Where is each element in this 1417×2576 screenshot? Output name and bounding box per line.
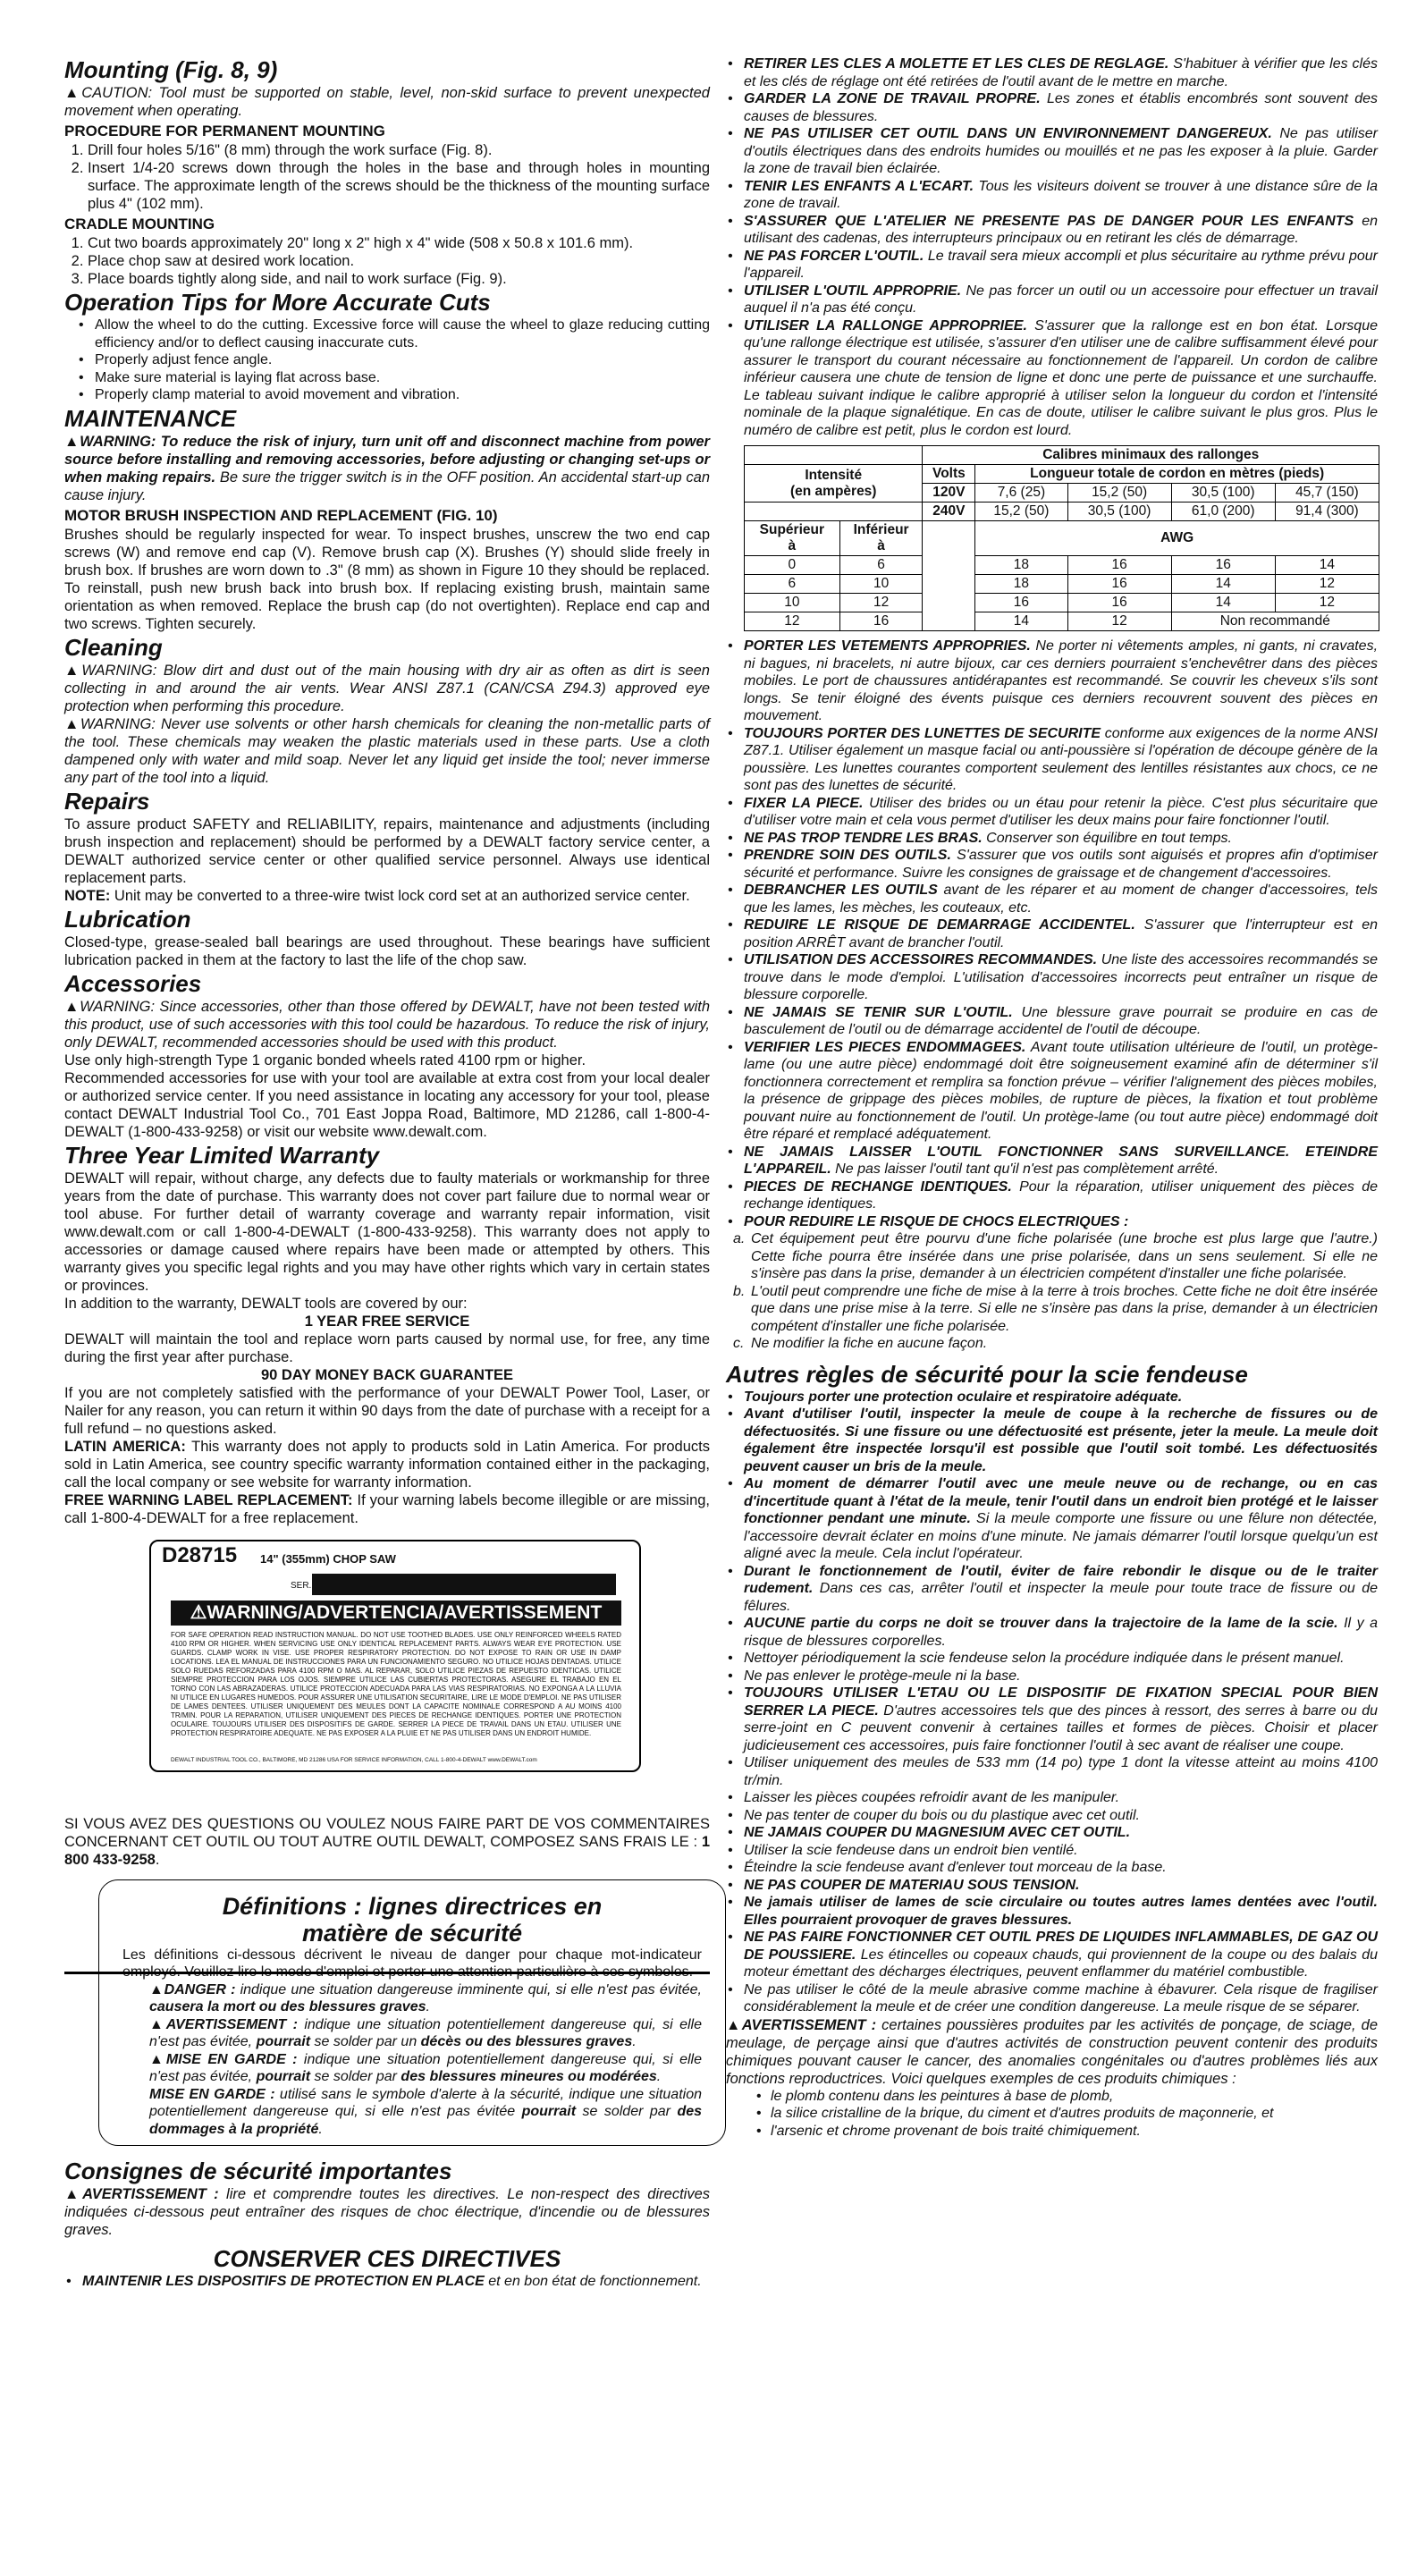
mise1-text-b: pourrait (256, 2069, 311, 2084)
list-item-text: Les étincelles ou copeaux chauds, qui proviennent de la coupe ou des balais du moteur émettant des décharges électriques, peuvent enflammer du matériel combustible. (744, 1947, 1378, 1980)
table-cell: 10 (839, 575, 923, 594)
definition-mise-en-garde-1 (122, 2051, 702, 2086)
table-cell: 30,5 (100) (1171, 484, 1275, 503)
avert-text-d: décès ou des blessures graves (420, 2034, 633, 2049)
consignes-heading: Consignes de sécurité importantes (64, 2158, 452, 2184)
cleaning-warning-1-text: WARNING: Blow dirt and dust out of the main housing with dry air as often as dirt is seen collecting in and around the air vents. Wear ANSI Z87.1 (CAN/CSA Z94.3) approved eye protection when performing this procedure. (64, 662, 710, 714)
table-cell: 14 (975, 612, 1067, 631)
list-item-text: en utilisant des cadenas, des interrupteurs principaux ou en retirant les clés de démarrage. (744, 213, 1378, 246)
list-item-letter: c. (733, 1336, 745, 1351)
list-item (733, 1283, 1378, 1336)
list-item-text: Laisser les pièces coupées refroidir avant de les manipuler. (744, 1790, 1120, 1805)
accessories-p1: Use only high-strength Type 1 organic bonded wheels rated 4100 rpm or higher. (64, 1052, 586, 1068)
list-item-text: Tous les visiteurs doivent se trouver à une distance sûre de la zone de travail. (744, 178, 1378, 211)
latin-america-body: This warranty does not apply to products sold in Latin America. For products sold in Latin America, see country specific warranty information contained either in the packaging, call the local company or see website for warranty information. (64, 1438, 710, 1491)
list-item (744, 1475, 1378, 1563)
list-item-bold: TOUJOURS PORTER DES LUNETTES DE SECURITE (744, 725, 1101, 741)
table-cell: 61,0 (200) (1171, 503, 1275, 521)
warning-label-image (149, 1540, 641, 1772)
table-cell: 6 (839, 556, 923, 575)
list-item (744, 1877, 1378, 1895)
list-item-bold: NE JAMAIS LAISSER L'OUTIL FONCTIONNER SANS SURVEILLANCE. ETEINDRE L'APPAREIL. (744, 1144, 1378, 1177)
label-saw: 14" (355mm) CHOP SAW (260, 1551, 396, 1566)
maintenance-warning-bold: WARNING: To reduce the risk of injury, turn unit off and disconnect machine from power source before installing and removing accessories, before adjusting or changing set-ups or when making repairs. (64, 433, 710, 486)
accessories-warning-text: WARNING: Since accessories, other than those offered by DEWALT, have not been tested with this product, use of such accessories with this tool could be hazardous. To reduce the risk of injury, only DEWALT, recommended accessories should be used with this product. (64, 998, 710, 1051)
table-empty-cell (923, 521, 975, 631)
electric-shock-list (726, 1230, 1378, 1353)
warning-triangle-icon: ▲ (64, 2186, 83, 2202)
operation-tips-list (64, 317, 710, 404)
list-item-bold: NE PAS UTILISER CET OUTIL DANS UN ENVIRONNEMENT DANGEREUX. (744, 126, 1272, 141)
table-inferieur-1: Inférieur (853, 522, 909, 537)
list-item-text: Utiliser la scie fendeuse dans un endroit bien ventilé. (744, 1842, 1078, 1858)
accessories-p2: Recommended accessories for use with your tool are available at extra cost from your local dealer or authorized service center. If you need assistance in locating any accessory for your tool, please contact DEWALT Industrial Tool Co., 701 East Joppa Road, Baltimore, MD 21286, call 1-800-4-DEWALT (1-800-433-9258) or visit our website www.dewalt.com. (64, 1069, 710, 1140)
list-item-text: Conserver son équilibre en tout temps. (982, 830, 1232, 846)
table-inferieur-2: à (877, 538, 885, 553)
questions-phone: 1 800 433-9258 (64, 1833, 710, 1868)
consignes-avert-text: lire et comprendre toutes les directives. Le non-respect des directives indiquées ci-dessous peut entraîner des risques de choc électrique, d'incendie ou de blessures graves. (64, 2186, 710, 2238)
list-item-bold: Toujours porter une protection oculaire et respiratoire adéquate. (744, 1389, 1183, 1405)
list-item: 2. Insert 1/4-20 screws down through the holes in the base and through holes in mounting surface. The approximate length of the screws should be the thickness of the mounting surface plus 4" (102 mm). (88, 159, 710, 213)
accessories-heading: Accessories (64, 969, 202, 997)
list-item-bold: MAINTENIR LES DISPOSITIFS DE PROTECTION EN PLACE (82, 2274, 485, 2289)
table-superieur (745, 521, 840, 556)
mise1-text-c: se solder par (310, 2069, 401, 2084)
safety-list-b (726, 638, 1378, 1230)
autres-avert-text: certaines poussières produites par les activités de ponçage, de sciage, de meulage, de perçage ainsi que d'autres activités de construction peuvent contenir des produits chimiques pouvant causer le cancer, des anomalies congénitales ou d'autres problèmes liés aux fonctions reproductrices. Voici quelques exemples de ces produits chimiques : (726, 2016, 1378, 2087)
warning-triangle-icon: ▲ (726, 2016, 742, 2033)
mounting-caution-text: CAUTION: Tool must be supported on stable, level, non-skid surface to prevent unexpected movement when operating. (64, 85, 710, 119)
list-item-text: Avant toute utilisation ultérieure de l'outil, un protège-lame (ou une autre pièce) endommagé doit être soigneusement examiné afin de déterminer s'il fonctionnera correctement et remplira sa fonction prévue – vérifier l'alignement des pièces mobiles, la présence de grippage des pièces mobiles, de rupture de pièces, la fixation et tout problème pouvant nuire au fonctionnement de l'outil. Un protège-lame (ou tout autre pièce) endommagé doit être réparé et remplacé adéquatement. (744, 1039, 1378, 1142)
list-item: 3. Place boards tightly along side, and nail to work surface (Fig. 9). (88, 270, 710, 288)
list-item (733, 1230, 1378, 1283)
list-item (744, 1039, 1378, 1144)
avert-text-b: pourrait (256, 2034, 311, 2049)
list-item-text: Éteindre la scie fendeuse avant d'enlever tout morceau de la base. (744, 1860, 1167, 1875)
list-item-bold: GARDER LA ZONE DE TRAVAIL PROPRE. (744, 91, 1041, 106)
maintenance-heading: MAINTENANCE (64, 404, 237, 432)
list-item-text: Ne pas enlever le protège-meule ni la base. (744, 1668, 1021, 1684)
table-cell: 14 (1171, 594, 1275, 612)
spacer (64, 1772, 710, 1815)
list-item: • Make sure material is laying flat across base. (95, 369, 710, 387)
horizontal-rule (64, 1972, 710, 1974)
list-item-text: Une liste des accessoires recommandés se trouve dans le mode d'emploi. L'utilisation d'accessoires incorrects peut entraîner un risque de blessure corporelle. (744, 952, 1378, 1002)
list-item: • Properly clamp material to avoid movement and vibration. (95, 386, 710, 404)
table-cell: 14 (1171, 575, 1275, 594)
label-footer: DEWALT INDUSTRIAL TOOL CO., BALTIMORE, MD 21286 USA FOR SERVICE INFORMATION, CALL 1-800-4-DEWALT www.DEWALT.com (171, 1756, 537, 1763)
warning-triangle-icon: ▲ (64, 998, 80, 1015)
autres-warning (726, 2016, 1378, 2088)
table-not-recommended: Non recommandé (1171, 612, 1379, 631)
maintenance-warning (64, 433, 710, 504)
list-item (744, 1929, 1378, 1981)
list-item-text: Il y a risque de blessures corporelles. (744, 1616, 1379, 1649)
list-item: 1. Cut two boards approximately 20" long x 2" high x 4" wide (508 x 50.8 x 101.6 mm). (88, 234, 710, 252)
money-back-text: If you are not completely satisfied with the performance of your DEWALT Power Tool, Laser, or Nailer for any reason, you can return it within 90 days from the date of purchase with a receipt for a full refund – no questions asked. (64, 1384, 710, 1437)
autres-heading: Autres règles de sécurité pour la scie fendeuse (726, 1360, 1248, 1388)
table-cell: 15,2 (50) (975, 503, 1067, 521)
cradle-mounting-steps (64, 234, 710, 288)
safety-list-a (726, 55, 1378, 439)
table-cell: 10 (745, 594, 840, 612)
list-item: 2. Place chop saw at desired work location. (88, 252, 710, 270)
mise2-text-a: utilisé sans le symbole d'alerte à la sécurité, indique une situation potentiellement dangereuse qui, si elle n'est pas évitée (149, 2086, 702, 2119)
list-item (744, 1859, 1378, 1877)
list-item (744, 1563, 1378, 1616)
list-item (744, 1894, 1378, 1929)
list-item (744, 1824, 1378, 1842)
consignes-warning (64, 2185, 710, 2239)
list-item (744, 213, 1378, 248)
mounting-heading: Mounting (Fig. 8, 9) (64, 56, 278, 83)
warranty-heading: Three Year Limited Warranty (64, 1141, 380, 1169)
latin-america-label: LATIN AMERICA: (64, 1438, 186, 1455)
table-cell: 16 (1067, 575, 1171, 594)
autres-list (726, 1389, 1378, 2016)
list-item-bold: UTILISER LA RALLONGE APPROPRIEE. (744, 317, 1027, 334)
list-item (744, 1981, 1378, 2016)
note-label: NOTE: (64, 887, 111, 904)
list-item (744, 795, 1378, 830)
list-item-text: S'assurer que l'interrupteur est en position ARRÊT avant de brancher l'outil. (744, 917, 1378, 950)
list-item (744, 1004, 1378, 1039)
table-cell: 7,6 (25) (975, 484, 1067, 503)
warning-triangle-icon: ▲ (64, 85, 82, 101)
list-item-bold: NE PAS FAIRE FONCTIONNER CET OUTIL PRES DE LIQUIDES INFLAMMABLES, DE GAZ OU DE POUSSIERE. (744, 1930, 1378, 1963)
list-item: • l'arsenic et chrome provenant de bois traité chimiquement. (771, 2123, 1378, 2141)
avert-label: AVERTISSEMENT : (165, 2016, 298, 2032)
list-item-bold: NE PAS TROP TENDRE LES BRAS. (744, 830, 983, 846)
list-item (744, 1842, 1378, 1860)
free-label-body: If your warning labels become illegible or are missing, call 1-800-4-DEWALT for a free replacement. (64, 1491, 711, 1526)
list-item-letter: a. (733, 1231, 746, 1246)
table-cell: 16 (1171, 556, 1275, 575)
list-item-text: S'habituer à vérifier que les clés et les clés de réglage ont été retirées de l'outil avant de le mettre en marche. (744, 56, 1378, 89)
consignes-list (64, 2273, 710, 2291)
list-item-text: D'autres accessoires tels que des pinces à ressort, des serres à barre ou du serre-joint en C peuvent convenir à certaines tailles et formes de pièces. Choisir et placer judicieusement ces accessoires, puis faire fonctionner l'outil à sec avant de réaliser une coupe. (744, 1702, 1379, 1753)
mise2-text-b: pourrait (521, 2104, 577, 2119)
mise2-text-e: . (318, 2121, 323, 2137)
table-volts: Volts (923, 465, 975, 484)
table-cell: 12 (1275, 594, 1379, 612)
autres-avert-label: AVERTISSEMENT : (741, 2016, 877, 2033)
list-item-bold: PRENDRE SOIN DES OUTILS. (744, 848, 951, 863)
list-item (744, 1650, 1378, 1668)
table-120v: 120V (923, 484, 975, 503)
conserver-heading: CONSERVER CES DIRECTIVES (213, 2245, 561, 2272)
list-item (744, 1406, 1378, 1475)
list-item (744, 916, 1378, 951)
table-cell: 91,4 (300) (1275, 503, 1379, 521)
lubrication-heading: Lubrication (64, 905, 191, 933)
danger-text-b: causera la mort ou des blessures graves (149, 1999, 426, 2014)
list-item (744, 248, 1378, 283)
left-column (64, 55, 710, 2291)
cradle-mounting-heading: CRADLE MOUNTING (64, 215, 215, 232)
table-longueur: Longueur totale de cordon en mètres (pieds) (975, 465, 1379, 484)
questions-tail: . (155, 1851, 160, 1868)
repairs-note (64, 887, 710, 905)
list-item (744, 882, 1378, 916)
cleaning-warning-2-text: WARNING: Never use solvents or other harsh chemicals for cleaning the non-metallic parts of the tool. These chemicals may weaken the plastic materials used in these parts. Use a cloth dampened only with water and mild soap. Never let any liquid get inside the tool; never immerse any part of the tool into a liquid. (64, 715, 710, 786)
label-model: D28715 (162, 1542, 238, 1567)
accessories-warning (64, 998, 710, 1052)
consignes-avert-label: AVERTISSEMENT : (82, 2186, 219, 2202)
list-item-bold: UTILISATION DES ACCESSOIRES RECOMMANDES. (744, 952, 1098, 967)
questions-text (64, 1815, 710, 1869)
list-item (744, 1754, 1378, 1789)
list-item-bold: REDUIRE LE RISQUE DE DEMARRAGE ACCIDENTEL. (744, 917, 1135, 933)
list-item-letter: b. (733, 1283, 746, 1299)
table-inferieur (839, 521, 923, 556)
list-item-bold: AUCUNE partie du corps ne doit se trouver dans la trajectoire de la lame de la scie. (744, 1616, 1338, 1631)
mise1-text-d: des blessures mineures ou modérées (401, 2069, 657, 2084)
table-cell: 16 (1067, 594, 1171, 612)
cleaning-warning-1 (64, 662, 710, 715)
list-item-text: Ne pas tenter de couper du bois ou du plastique avec cet outil. (744, 1807, 1140, 1823)
list-item (744, 1213, 1378, 1231)
list-item (744, 317, 1378, 440)
table-intensite-2: (en ampères) (789, 483, 877, 499)
free-label-replacement (64, 1491, 710, 1527)
list-item (744, 90, 1378, 125)
table-superieur-2: à (788, 538, 797, 553)
warning-triangle-icon: ▲ (64, 662, 82, 679)
list-item (744, 1615, 1378, 1650)
list-item-bold: FIXER LA PIECE. (744, 795, 864, 811)
warning-triangle-icon: ▲ (149, 2016, 166, 2032)
mise1-text-e: . (656, 2069, 662, 2084)
list-item-bold: DEBRANCHER LES OUTILS (744, 883, 938, 898)
money-back-heading: 90 DAY MONEY BACK GUARANTEE (260, 1366, 514, 1383)
list-item-text: Ne modifier la fiche en aucune façon. (751, 1336, 988, 1351)
list-item-text: L'outil peut comprendre une fiche de mise à la terre à trois broches. Cette fiche ne doit être insérée que dans une prise mise à la terre. Si elle ne s'insère pas dans la prise, demander à un électricien compétent d'installer une fiche polarisée. (751, 1283, 1378, 1334)
list-item (744, 951, 1378, 1004)
warranty-p1: DEWALT will repair, without charge, any defects due to faulty materials or workmanship for three years from the date of purchase. This warranty does not cover part failure due to normal wear or tool abuse. For further detail of warranty coverage and warranty repair information, visit www.dewalt.com or call 1-800-4-DEWALT (1-800-433-9258). This warranty does not apply to accessories or damage caused where repairs have been made or attempted by others. This warranty gives you specific legal rights and you may have other rights which vary in certain states or provinces. (64, 1170, 710, 1294)
table-240v: 240V (923, 503, 975, 521)
list-item-bold: NE JAMAIS SE TENIR SUR L'OUTIL. (744, 1004, 1013, 1020)
latin-america-text (64, 1438, 710, 1491)
list-item-text: Si la meule comporte une fissure ou une fêlure non détectée, l'accessoire devrait éclater en moins d'une minute. Ne jamais démarrer l'outil lorsque quelqu'un est aligné avec la meule. Cela inclut l'opérateur. (744, 1511, 1378, 1561)
table-cell: 12 (839, 594, 923, 612)
list-item (744, 638, 1378, 725)
cleaning-heading: Cleaning (64, 633, 163, 661)
permanent-mounting-steps (64, 141, 710, 213)
table-cell: 16 (975, 594, 1067, 612)
list-item: 1. Drill four holes 5/16" (8 mm) through the work surface (Fig. 8). (88, 141, 710, 159)
table-cell: 30,5 (100) (1067, 503, 1171, 521)
cleaning-warning-2 (64, 715, 710, 787)
questions-body: SI VOUS AVEZ DES QUESTIONS OU VOULEZ NOUS FAIRE PART DE VOS COMMENTAIRES CONCERNANT CET OUTIL OU TOUT AUTRE OUTIL DEWALT, COMPOSEZ SANS FRAIS LE : (64, 1815, 710, 1850)
list-item: • le plomb contenu dans les peintures à base de plomb, (771, 2088, 1378, 2106)
list-item-text: Une blessure grave pourrait se produire en cas de basculement de l'outil ou de démarrage accidentel de l'outil de découpe. (744, 1004, 1379, 1037)
definitions-heading-1: Définitions : lignes directrices en (222, 1892, 603, 1920)
table-cell: 14 (1275, 556, 1379, 575)
list-item-text: Ne pas utiliser d'outils électriques dans des endroits humides ou mouillés et ne pas les exposer à la pluie. Garder la zone de travail bien éclairée. (744, 126, 1378, 176)
list-item (744, 830, 1378, 848)
list-item-bold: VERIFIER LES PIECES ENDOMMAGEES. (744, 1039, 1026, 1055)
free-service-text: DEWALT will maintain the tool and replace worn parts caused by normal use, for free, any time during the first year after purchase. (64, 1330, 710, 1365)
list-item (744, 1789, 1378, 1807)
table-empty-cell (745, 446, 923, 465)
list-item-bold: Durant le fonctionnement de l'outil, éviter de faire rebondir le disque ou de le traiter rudement. (744, 1563, 1378, 1596)
label-serial-box (312, 1574, 616, 1595)
table-title: Calibres minimaux des rallonges (923, 446, 1379, 465)
extension-cord-table (744, 445, 1379, 631)
maintenance-warning-rest: Be sure the trigger switch is in the OFF position. An accidental start-up can cause injury. (64, 469, 710, 503)
list-item-text: Les zones et établis encombrés sont souvent des causes de blessures. (744, 91, 1379, 124)
list-item: • Allow the wheel to do the cutting. Excessive force will cause the wheel to glaze reducing cutting efficiency and/or to deflect causing inaccurate cuts. (95, 317, 710, 351)
list-item-bold: NE JAMAIS COUPER DU MAGNESIUM AVEC CET OUTIL. (744, 1825, 1131, 1840)
list-item: • la silice cristalline de la brique, du ciment et d'autres produits de maçonnerie, et (771, 2105, 1378, 2123)
mise2-text-c: se solder par (576, 2104, 678, 2119)
list-item-text: Dans ces cas, arrêter l'outil et inspecter la meule pour toute trace de fissure ou de fêlures. (744, 1581, 1378, 1614)
list-item-text: Utiliser uniquement des meules de 533 mm (14 po) type 1 dont la vitesse atteint au moins 4100 tr/min. (744, 1755, 1378, 1788)
list-item (744, 125, 1378, 178)
table-cell: 12 (1275, 575, 1379, 594)
avert-text-a: indique une situation potentiellement dangereuse qui, si elle n'est pas évitée, (149, 2016, 703, 2049)
table-cell: 16 (1067, 556, 1171, 575)
list-item (733, 1335, 1378, 1353)
repairs-heading: Repairs (64, 787, 150, 815)
list-item (744, 283, 1378, 317)
list-item-bold: NE PAS FORCER L'OUTIL. (744, 248, 924, 264)
list-item-bold: PIECES DE RECHANGE IDENTIQUES. (744, 1178, 1012, 1195)
list-item-bold: UTILISER L'OUTIL APPROPRIE. (744, 283, 962, 299)
note-text: Unit may be converted to a three-wire twist lock cord set at an authorized service center. (110, 887, 690, 904)
list-item (744, 1685, 1378, 1754)
danger-text-a: indique une situation dangereuse imminente qui, si elle n'est pas évitée, (235, 1981, 702, 1997)
list-item (744, 847, 1378, 882)
table-cell: 0 (745, 556, 840, 575)
operation-tips-heading: Operation Tips for More Accurate Cuts (64, 289, 491, 316)
list-item-text: conforme aux exigences de la norme ANSI Z87.1. Utiliser également un masque facial ou anti-poussière si l'opération de découpe génère de la poussière. Les lunettes courantes comportent seulement des lentilles résistantes aux chocs, ce ne sont pas des lunettes de sécurité. (744, 725, 1378, 793)
table-intensite-1: Intensité (805, 467, 863, 483)
mise2-label: MISE EN GARDE : (149, 2086, 275, 2102)
table-cell: 45,7 (150) (1275, 484, 1379, 503)
list-item: • Properly adjust fence angle. (95, 351, 710, 369)
repairs-text: To assure product SAFETY and RELIABILITY, repairs, maintenance and adjustments (including brush inspection and replacement) should be performed by a DEWALT factory service center, a DEWALT authorized service center or other qualified service personnel. Always use identical replacement parts. (64, 815, 710, 886)
table-cell: 15,2 (50) (1067, 484, 1171, 503)
label-warning-band: ⚠WARNING/ADVERTENCIA/AVERTISSEMENT (171, 1600, 621, 1626)
list-item (744, 1144, 1378, 1178)
list-item-text: Pour la réparation, utiliser uniquement des pièces de rechange identiques. (744, 1178, 1379, 1212)
list-item-bold: NE PAS COUPER DE MATERIAU SOUS TENSION. (744, 1877, 1080, 1893)
brush-text: Brushes should be regularly inspected for wear. To inspect brushes, unscrew the two end cap screws (W) and remove end cap (V). Remove brush cap (X). Brushes (Y) should slide freely in brush box. If brushes are worn down to .3" (8 mm) as shown in Figure 10 they should be replaced. To reinstall, push new brush back into brush box. If replacing existing brush, maintain same orientation as when removed. Replace the brush cap (do not overtighten). Replace end cap and two screws. Tighten securely. (64, 526, 710, 632)
list-item-text: Utiliser des brides ou un étau pour retenir la pièce. C'est plus sécuritaire que d'utiliser votre main et cela vous permet d'utiliser les deux mains pour faire fonctionner l'outil. (744, 795, 1379, 828)
definitions-intro: Les définitions ci-dessous décrivent le niveau de danger pour chaque mot-indicateur (122, 1947, 702, 1963)
warning-triangle-icon: ▲ (64, 433, 80, 450)
mise2-text-d: des dommages à la propriété (149, 2104, 703, 2137)
warning-triangle-icon: ▲ (149, 2051, 166, 2067)
definition-danger (122, 1981, 702, 2016)
mounting-caution (64, 84, 710, 120)
list-item (744, 725, 1378, 795)
table-cell: 12 (745, 612, 840, 631)
list-item-bold: Au moment de démarrer l'outil avec une meule neuve ou de rechange, ou en cas d'incertitude quant à l'état de la meule, tenir l'outil dans un endroit bien protégé et le laisser fonctionner pendant une minute. (744, 1476, 1378, 1526)
definitions-box (98, 1879, 726, 2147)
list-item (744, 1389, 1378, 1406)
list-item-text: Ne pas forcer un outil ou un accessoire pour effectuer un travail auquel il n'a pas été conçu. (744, 283, 1379, 316)
warning-triangle-icon: ▲ (149, 1981, 164, 1997)
avert-text-c: se solder par un (310, 2034, 421, 2049)
list-item-bold: Ne jamais utiliser de lames de scie circulaire ou toutes autres lames dentées avec l'outil. Elles pourraient provoquer de graves blessures. (744, 1895, 1378, 1928)
table-cell: 16 (839, 612, 923, 631)
list-item (744, 1807, 1378, 1825)
list-item-bold: TOUJOURS UTILISER L'ETAU OU LE DISPOSITIF DE FIXATION SPECIAL POUR BIEN SERRER LA PIECE. (744, 1685, 1378, 1719)
list-item-bold: PORTER LES VETEMENTS APPROPRIES. (744, 638, 1031, 654)
definition-mise-en-garde-2 (122, 2086, 702, 2139)
list-item (82, 2273, 710, 2291)
mise1-text-a: indique une situation potentiellement dangereuse qui, si elle n'est pas évitée, (149, 2051, 702, 2084)
free-service-heading: 1 YEAR FREE SERVICE (304, 1313, 470, 1330)
label-serial: SER. (291, 1580, 312, 1591)
list-item-text: Ne pas utiliser le côté de la meule abrasive comme machine à ébavurer. Cela risque de fragiliser considérablement la meule et de créer une condition dangereuse. La meule risque de se séparer. (744, 1981, 1378, 2014)
list-item-text: Ne pas laisser l'outil tant qu'il n'est pas complètement arrêté. (831, 1161, 1219, 1177)
table-intensite (745, 465, 923, 503)
list-item-bold: S'ASSURER QUE L'ATELIER NE PRESENTE PAS DE DANGER POUR LES ENFANTS (744, 213, 1354, 229)
list-item-text: S'assurer que vos outils sont aiguisés et propres afin d'optimiser sécurité et performance. Suivre les consignes de graissage et de changement d'accessoires. (744, 848, 1378, 881)
list-item (744, 1668, 1378, 1685)
definition-avertissement (122, 2016, 702, 2051)
list-item-text: et en bon état de fonctionnement. (484, 2274, 702, 2289)
label-fine-print: FOR SAFE OPERATION READ INSTRUCTION MANUAL. DO NOT USE TOOTHED BLADES. USE ONLY REINFORCED WHEELS RATED 4100 RPM OR HIGHER. WHEN SERVICING USE ONLY IDENTICAL REPLACEMENT PARTS. ALWAYS WEAR EYE PROTECTION. USE GUARDS. CLAMP WORK IN VISE. USE PROPER RESPIRATORY PROTECTION. DO NOT EXPOSE TO RAIN OR USE IN DAMP LOCATIONS. LEA EL MANUAL DE INSTRUCCIONES PARA UN FUNCIONAMIENTO SEGURO. NO UTILICE HOJAS DENTADAS. UTILICE SOLO RUEDAS REFORZADAS PARA 4100 RPM O MAS. AL REPARAR, SOLO UTILICE PIEZAS DE REPUESTO IDENTICAS. UTILICE SIEMPRE PROTECCION PARA LOS OJOS. SIEMPRE UTILICE LAS CUBIERTAS PROTECTORAS. ASEGURE EL TRABAJO EN EL TORNO CON LAS ABRAZADERAS. UTILICE PROTECCION ADECUADA PARA LAS VIAS RESPIRATORIAS. NO EXPONGA A LA LLUVIA NI UTILICE EN LUGARES HUMEDOS. POUR ASSURER UNE UTILISATION SECURITAIRE, LIRE LE MODE D'EMPLOI. NE PAS UTILISER DE LAMES DENTEES. UTILISER UNIQUEMENT DES MEULES DONT LA CAPACITE NOMINALE CORRESPOND A AU MOINS 4100 TR/MIN. POUR LA REPARATION, UTILISER UNIQUEMENT DES PIECES DE RECHANGE IDENTIQUES. PORTER UNE PROTECTION OCULAIRE. TOUJOURS UTILISER DES DISPOSITIFS DE GARDE. SERRER LA PIECE DE TRAVAIL DANS UN ETAU. UTILISER UNE PROTECTION RESPIRATOIRE ADEQUATE. NE PAS EXPOSER A LA PLUIE ET NE PAS UTILISER DANS UN ENDROIT HUMIDE. (171, 1630, 621, 1737)
list-item-bold: RETIRER LES CLES A MOLETTE ET LES CLES DE REGLAGE. (744, 56, 1169, 72)
list-item-text: Cet équipement peut être pourvu d'une fiche polarisée (une broche est plus large que l'autre.) Cette fiche pourra être insérée dans une prise polarisée, dans un sens seulement. Si elle ne s'insère pas dans la prise, demander à un électricien compétent d'installer une fiche polarisée. (751, 1231, 1378, 1281)
table-cell: 6 (745, 575, 840, 594)
list-item (744, 55, 1378, 90)
list-item (744, 178, 1378, 213)
list-item-bold: TENIR LES ENFANTS A L'ECART. (744, 178, 974, 194)
lubrication-text: Closed-type, grease-sealed ball bearings are used throughout. These bearings have sufficient lubrication packed in them at the factory to last the life of the chop saw. (64, 933, 710, 968)
mise1-label: MISE EN GARDE : (165, 2051, 298, 2067)
permanent-mounting-heading: PROCEDURE FOR PERMANENT MOUNTING (64, 122, 385, 139)
table-superieur-1: Supérieur (759, 522, 825, 537)
table-awg: AWG (975, 521, 1379, 556)
list-item-text: avant de les réparer et au moment de changer d'accessoires, tels que les lames, les mèches, les couteaux, etc. (744, 883, 1379, 916)
list-item (744, 1178, 1378, 1213)
danger-label: DANGER : (164, 1981, 236, 1997)
table-cell: 18 (975, 575, 1067, 594)
chemicals-list (726, 2088, 1378, 2141)
list-item-bold: POUR REDUIRE LE RISQUE DE CHOCS ELECTRIQUES : (744, 1213, 1129, 1229)
list-item-text: S'assurer que la rallonge est en bon état. Lorsque qu'une rallonge électrique est utilisée, s'assurer d'en utiliser une de calibre suffisamment élevé pour assurer le transport du courant nécessaire au fonctionnement de l'appareil. Un cordon de calibre inférieur causera une chute de tension de ligne et donc une perte de puissance et une surchauffe. Le tableau suivant indique le calibre approprié à utiliser selon la longueur du cordon et l'intensité nominale de la plaque signalétique. En cas de doute, utiliser le calibre suivant le plus gros. Plus le numéro de calibre est petit, plus le cordon est lourd. (744, 317, 1379, 438)
avert-text-e: . (632, 2034, 637, 2049)
table-cell: 18 (975, 556, 1067, 575)
list-item-bold: Avant d'utiliser l'outil, inspecter la meule de coupe à la recherche de fissures ou de défectuosités. Si une fissure ou une défectuosité est présente, jeter la meule. La meule doit également être inspectée lorsqu'il est possible que l'outil soit tombé. Les défectuosités peuvent causer un bris de la meule. (744, 1406, 1378, 1474)
table-empty-cell (745, 503, 923, 521)
free-label-label: FREE WARNING LABEL REPLACEMENT: (64, 1491, 353, 1508)
warning-triangle-icon: ▲ (64, 715, 80, 732)
list-item-text: Ne porter ni vêtements amples, ni gants, ni cravates, ni bagues, ni bracelets, ni autre bijoux, car ces derniers pourraient s'enchevêtrer dans des pièces mobiles. Le port de chaussures antidérapantes est recommandé. Se couvrir les cheveux s'ils sont longs. Se tenir éloigné des évents puisque ces derniers recouvrent souvent des pièces en mouvement. (744, 638, 1379, 723)
list-item-text: Nettoyer périodiquement la scie fendeuse selon la procédure indiquée dans le présent manuel. (744, 1651, 1345, 1666)
list-item-text: Le travail sera mieux accompli et plus sécuritaire au rythme prévu pour l'appareil. (744, 248, 1379, 281)
definitions-heading-2: matière de sécurité (301, 1919, 523, 1947)
warranty-p2: In addition to the warranty, DEWALT tools are covered by our: (64, 1295, 468, 1312)
brush-heading: MOTOR BRUSH INSPECTION AND REPLACEMENT (FIG. 10) (64, 506, 498, 524)
table-cell: 12 (1067, 612, 1171, 631)
danger-text-c: . (426, 1999, 430, 2014)
right-column (726, 55, 1378, 2140)
